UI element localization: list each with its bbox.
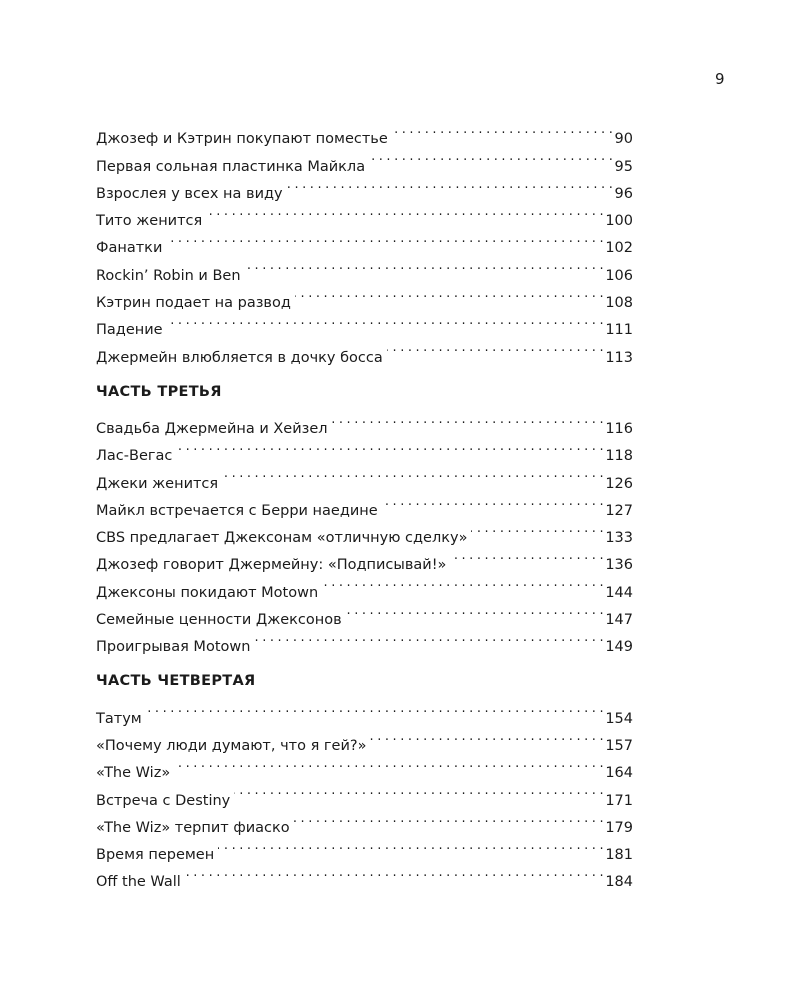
toc-entry-page: 157 xyxy=(605,737,633,754)
dot-leader xyxy=(322,569,603,596)
dot-leader xyxy=(254,624,603,651)
toc-entry-title: Джермейн влюбляется в дочку босса xyxy=(96,349,383,366)
toc-entry-title: Семейные ценности Джексонов xyxy=(96,612,342,629)
toc-entry-title: Джозеф говорит Джермейну: «Подписывай!» xyxy=(96,557,447,574)
dot-leader xyxy=(176,433,603,460)
toc-entry-page: 181 xyxy=(605,847,633,864)
toc-entry[interactable] xyxy=(96,750,633,782)
toc-section-continued xyxy=(96,116,633,366)
dot-leader xyxy=(392,116,613,143)
toc-entry-title: Тито женится xyxy=(96,213,203,230)
dot-leader xyxy=(234,777,603,804)
toc-entry-page: 95 xyxy=(614,158,633,175)
dot-leader xyxy=(222,460,603,487)
toc-entry-page: 136 xyxy=(605,557,633,574)
toc-entry-page: 116 xyxy=(605,420,633,437)
dot-leader xyxy=(471,515,603,542)
toc-entry[interactable] xyxy=(96,225,633,257)
dot-leader xyxy=(287,171,613,198)
toc-entry-page: 111 xyxy=(605,322,633,339)
toc-entry[interactable] xyxy=(96,334,633,366)
toc-entry-title: Лас-Вегас xyxy=(96,448,173,465)
toc-entry[interactable] xyxy=(96,777,633,809)
toc-section-part-three xyxy=(96,379,633,656)
toc-entry[interactable] xyxy=(96,695,633,727)
toc-entry[interactable] xyxy=(96,252,633,284)
toc-entry[interactable] xyxy=(96,307,633,339)
toc-entry-page: 90 xyxy=(614,131,633,148)
toc-entry-title: Время перемен xyxy=(96,847,215,864)
toc-entry-page: 127 xyxy=(605,502,633,519)
toc-entry[interactable] xyxy=(96,723,633,754)
dot-leader xyxy=(174,750,603,777)
toc-entry-title: Татум xyxy=(96,710,142,727)
toc-entry-page: 164 xyxy=(605,765,633,782)
dot-leader xyxy=(382,488,604,515)
toc-entry-page: 133 xyxy=(605,530,633,547)
table-of-contents xyxy=(96,116,633,891)
toc-entry-page: 102 xyxy=(605,240,633,257)
toc-entry[interactable] xyxy=(96,433,633,465)
toc-entry[interactable] xyxy=(96,116,633,148)
toc-entry-page: 126 xyxy=(605,475,633,492)
section-heading: ЧАСТЬ ЧЕТВЕРТАЯ xyxy=(96,673,256,690)
toc-entry-title: Кэтрин подает на развод xyxy=(96,295,291,312)
toc-entry-title: Rockin’ Robin и Ben xyxy=(96,267,241,284)
dot-leader xyxy=(387,334,604,361)
toc-section-part-four xyxy=(96,668,633,891)
toc-entry[interactable] xyxy=(96,406,633,437)
dot-leader xyxy=(146,695,604,722)
dot-leader xyxy=(369,143,612,170)
toc-entry-page: 106 xyxy=(605,267,633,284)
toc-entry-page: 147 xyxy=(605,612,633,629)
toc-entry-title: Проигрывая Motown xyxy=(96,639,251,656)
toc-entry-title: Майкл встречается с Берри наедине xyxy=(96,502,378,519)
toc-entry-title: Фанатки xyxy=(96,240,163,257)
toc-entry-title: Падение xyxy=(96,322,163,339)
dot-leader xyxy=(294,805,604,832)
toc-entry-page: 154 xyxy=(605,710,633,727)
toc-entry-title: «Почему люди думают, что я гей?» xyxy=(96,737,367,754)
page-number: 9 xyxy=(714,70,725,88)
dot-leader xyxy=(245,252,604,279)
toc-entry-title: Джексоны покидают Motown xyxy=(96,584,319,601)
toc-entry-title: Первая сольная пластинка Майкла xyxy=(96,158,366,175)
dot-leader xyxy=(370,723,603,750)
toc-entry-page: 113 xyxy=(605,349,633,366)
section-heading: ЧАСТЬ ТРЕТЬЯ xyxy=(96,383,222,400)
dot-leader xyxy=(206,198,603,225)
toc-entry-page: 108 xyxy=(605,295,633,312)
toc-entry-title: Встреча с Destiny xyxy=(96,792,231,809)
toc-entry-page: 118 xyxy=(605,448,633,465)
toc-entry-title: «The Wiz» xyxy=(96,765,171,782)
toc-entry-title: Off the Wall xyxy=(96,874,181,891)
toc-entry-title: Свадьба Джермейна и Хейзел xyxy=(96,420,328,437)
dot-leader xyxy=(185,859,604,886)
dot-leader xyxy=(450,542,603,569)
dot-leader xyxy=(332,406,604,433)
toc-entry-page: 100 xyxy=(605,213,633,230)
toc-entry-title: Взрослея у всех на виду xyxy=(96,185,283,202)
dot-leader xyxy=(346,597,604,624)
toc-entry-page: 144 xyxy=(605,584,633,601)
toc-entry-title: Джозеф и Кэтрин покупают поместье xyxy=(96,131,388,148)
toc-entry-page: 149 xyxy=(605,639,633,656)
toc-entry-title: CBS предлагает Джексонам «отличную сделку» xyxy=(96,530,468,547)
toc-entry-page: 179 xyxy=(605,819,633,836)
toc-entry-page: 171 xyxy=(605,792,633,809)
toc-entry[interactable] xyxy=(96,460,633,492)
dot-leader xyxy=(218,832,603,859)
dot-leader xyxy=(166,225,603,252)
toc-entry-title: «The Wiz» терпит фиаско xyxy=(96,819,290,836)
dot-leader xyxy=(295,280,603,307)
toc-entry-page: 96 xyxy=(614,185,633,202)
toc-entry-title: Джеки женится xyxy=(96,475,219,492)
dot-leader xyxy=(167,307,604,334)
toc-entry-page: 184 xyxy=(605,874,633,891)
